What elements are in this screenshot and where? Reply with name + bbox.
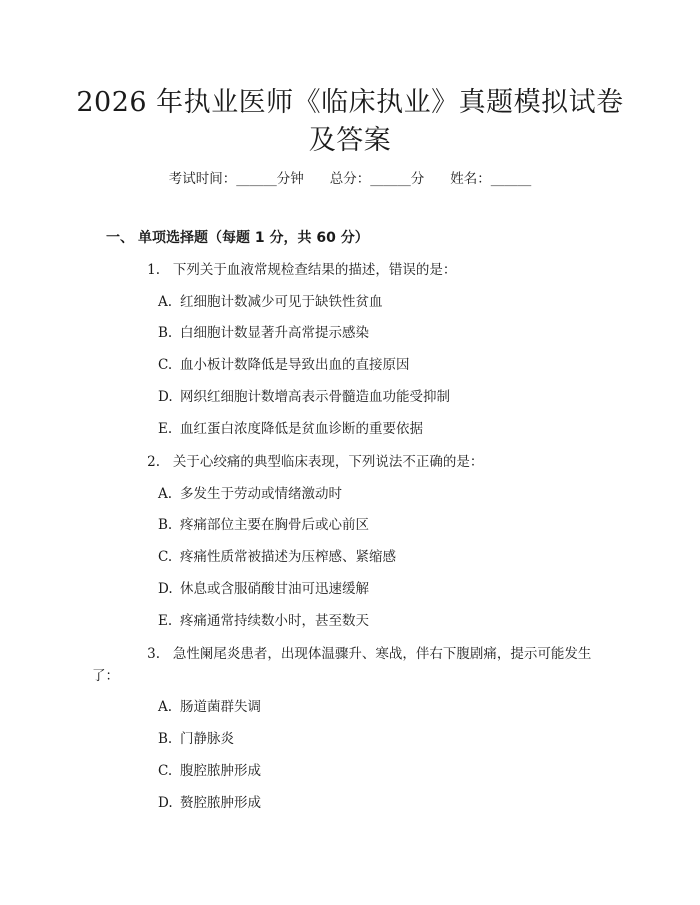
option-text: 白细胞计数显著升高常提示感染 [180, 325, 369, 341]
option-letter: E. [158, 421, 173, 437]
question-3-option-c [158, 761, 261, 781]
section-number: 一、 [106, 230, 134, 246]
option-letter: D. [158, 795, 173, 811]
exam-info-line [0, 169, 700, 189]
question-2 [106, 451, 596, 473]
question-text: 下列关于血液常规检查结果的描述，错误的是： [172, 262, 457, 278]
question-number: 2. [147, 454, 160, 470]
question-1-option-d [158, 387, 450, 407]
question-number: 3. [147, 646, 160, 662]
option-text: 红细胞计数减少可见于缺铁性贫血 [180, 294, 383, 310]
option-letter: D. [158, 581, 173, 597]
question-1-option-b [158, 323, 369, 343]
option-text: 疼痛通常持续数小时，甚至数天 [180, 613, 369, 629]
question-2-option-e [158, 611, 369, 631]
question-1-option-a [158, 292, 383, 312]
option-letter: A. [158, 294, 173, 310]
question-text-line-2: 了： [92, 668, 119, 684]
option-letter: B. [158, 731, 173, 747]
question-2-option-c [158, 547, 396, 567]
option-letter: A. [158, 486, 173, 502]
option-text: 肠道菌群失调 [180, 699, 261, 715]
question-3-option-d [158, 793, 261, 813]
question-number: 1. [147, 262, 160, 278]
question-1-option-c [158, 355, 410, 375]
option-text: 疼痛性质常被描述为压榨感、紧缩感 [180, 549, 396, 565]
option-letter: B. [158, 325, 173, 341]
question-text-line-1 [106, 643, 606, 665]
option-text: 血红蛋白浓度降低是贫血诊断的重要依据 [180, 421, 423, 437]
question-2-option-d [158, 579, 369, 599]
section-title: 单项选择题（每题 1 分，共 60 分） [138, 230, 369, 246]
question-text: 急性阑尾炎患者，出现体温骤升、寒战，伴右下腹剧痛，提示可能发生 [172, 646, 592, 662]
option-text: 多发生于劳动或情绪激动时 [180, 486, 342, 502]
option-letter: B. [158, 517, 173, 533]
question-2-option-a [158, 484, 342, 504]
exam-total-score: 总分：______分 [329, 171, 425, 187]
question-1-option-e [158, 419, 423, 439]
question-text: 关于心绞痛的典型临床表现，下列说法不正确的是： [172, 454, 484, 470]
question-3-option-a [158, 697, 261, 717]
title-line-1: 2026 年执业医师《临床执业》真题模拟试卷 [76, 87, 624, 118]
option-letter: C. [158, 763, 173, 779]
option-text: 网织红细胞计数增高表示骨髓造血功能受抑制 [180, 389, 450, 405]
option-text: 休息或含服硝酸甘油可迅速缓解 [180, 581, 369, 597]
option-letter: E. [158, 613, 173, 629]
option-letter: D. [158, 389, 173, 405]
section-heading [106, 228, 369, 248]
option-text: 腹腔脓肿形成 [180, 763, 261, 779]
question-2-option-b [158, 515, 369, 535]
question-3 [92, 643, 606, 687]
option-letter: C. [158, 549, 173, 565]
question-3-option-b [158, 729, 234, 749]
option-text: 疼痛部位主要在胸骨后或心前区 [180, 517, 369, 533]
option-text: 血小板计数降低是导致出血的直接原因 [180, 357, 410, 373]
exam-name-field: 姓名：______ [450, 171, 532, 187]
option-text: 门静脉炎 [180, 731, 234, 747]
option-letter: A. [158, 699, 173, 715]
question-1 [106, 259, 596, 281]
option-letter: C. [158, 357, 173, 373]
exam-time: 考试时间：______分钟 [168, 171, 304, 187]
option-text: 赘腔脓肿形成 [180, 795, 261, 811]
title-line-2: 及答案 [308, 125, 392, 156]
document-title [60, 84, 640, 160]
